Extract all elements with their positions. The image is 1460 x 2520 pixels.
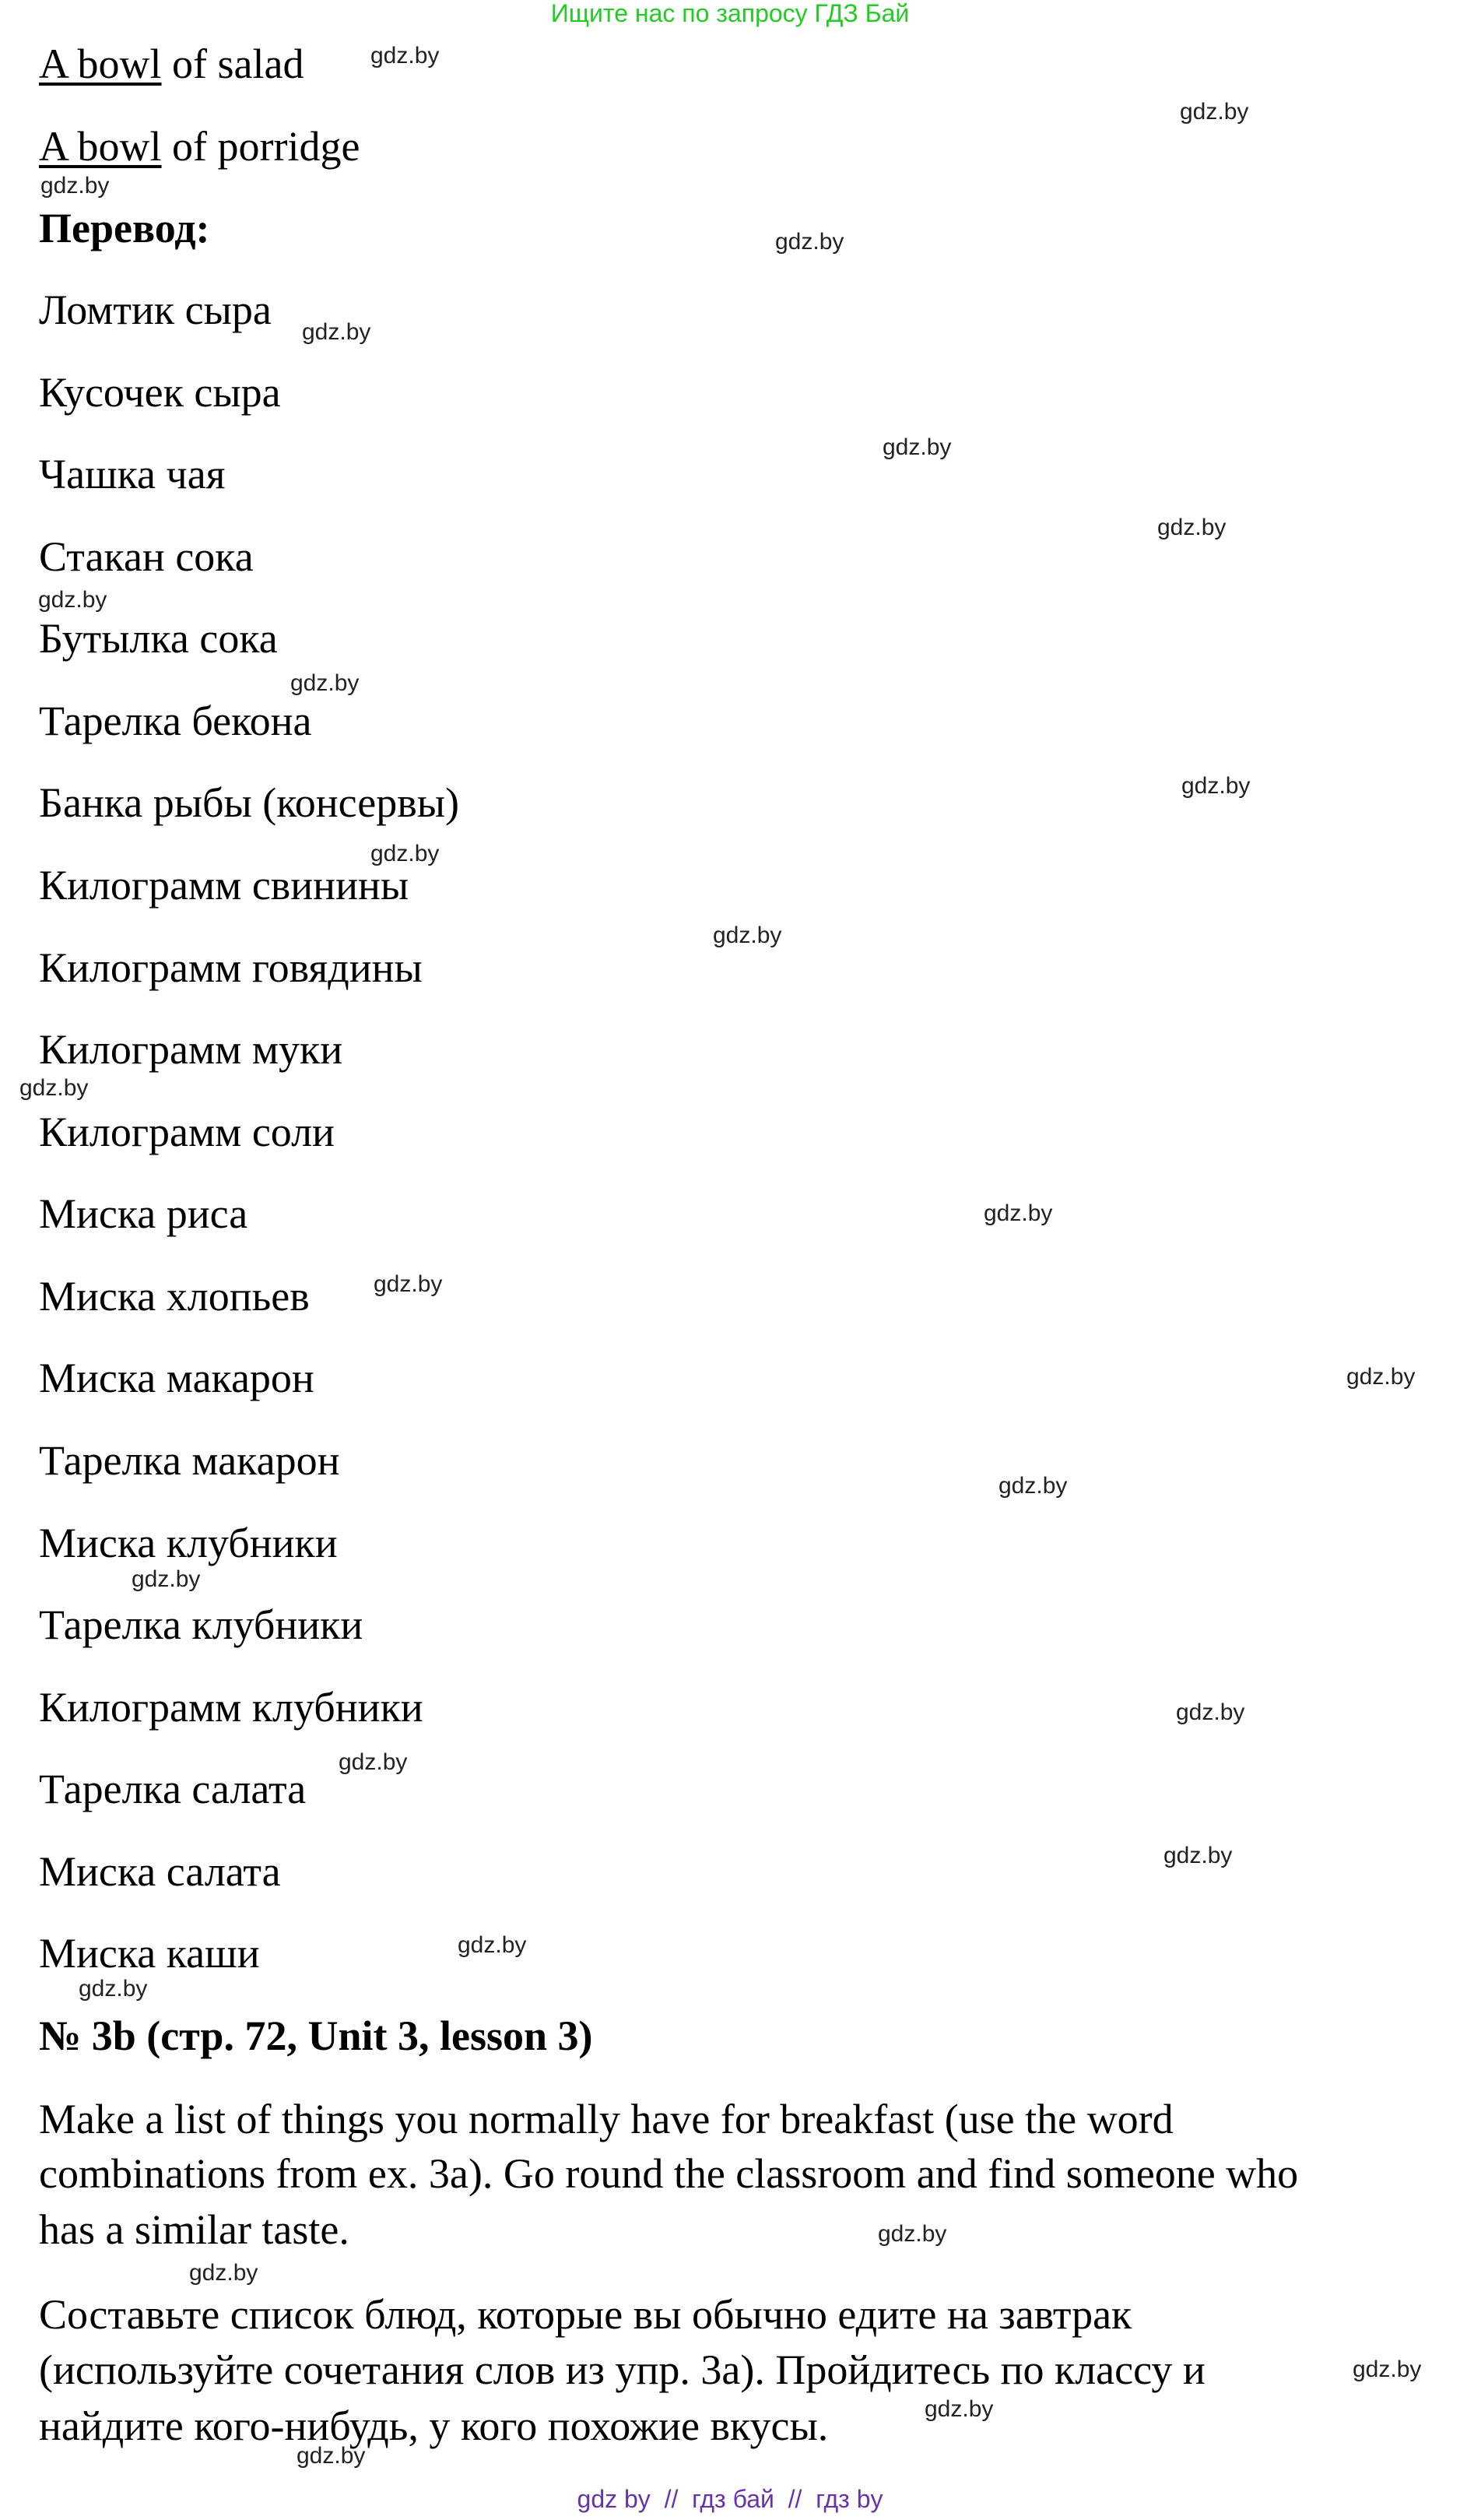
task-ru-line: Составьте список блюд, которые вы обычно едите на завтрак (39, 2291, 1132, 2338)
watermark: gdz.by (38, 587, 107, 613)
watermark: gdz.by (925, 2396, 994, 2422)
watermark: gdz.by (40, 173, 110, 199)
watermark: gdz.by (370, 841, 440, 866)
translation-item: Тарелка макарон (39, 1437, 340, 1484)
task-ru-line: (используйте сочетания слов из упр. 3а). Пройдитесь по классу и (39, 2346, 1206, 2393)
watermark: gdz.by (1157, 515, 1227, 540)
translation-item: Миска макарон (39, 1355, 314, 1401)
task-en-line: has a similar taste. (39, 2206, 349, 2253)
watermark: gdz.by (290, 670, 360, 696)
watermark: gdz.by (1353, 2357, 1422, 2382)
watermark: gdz.by (878, 2221, 947, 2247)
translation-item: Чашка чая (39, 451, 226, 497)
phrase-underlined: A bowl (39, 123, 162, 170)
watermark: gdz.by (132, 1566, 201, 1592)
phrase-line (39, 123, 360, 170)
watermark: gdz.by (458, 1932, 527, 1958)
translation-item: Тарелка клубники (39, 1601, 363, 1648)
watermark: gdz.by (1176, 1699, 1245, 1725)
task-ru-line: найдите кого-нибудь, у кого похожие вкусы. (39, 2402, 829, 2449)
translation-item: Килограмм муки (39, 1026, 343, 1073)
translation-item: Ломтик сыра (39, 286, 272, 333)
translation-item: Тарелка салата (39, 1766, 307, 1812)
watermark: gdz.by (1180, 99, 1249, 125)
watermark: gdz.by (374, 1271, 443, 1297)
translation-item: Килограмм свинины (39, 862, 409, 909)
footer-links[interactable]: gdz by // гдз бай // гдз by (577, 2485, 883, 2513)
translation-item: Миска клубники (39, 1520, 338, 1566)
watermark: gdz.by (1181, 773, 1251, 799)
phrase-rest: of porridge (161, 123, 360, 170)
watermark: gdz.by (370, 43, 440, 69)
search-hint: Ищите нас по запросу ГДЗ Бай (550, 0, 910, 27)
phrase-underlined: A bowl (39, 40, 162, 87)
watermark: gdz.by (775, 229, 844, 255)
phrase-line (39, 40, 304, 87)
task-en-line: Make a list of things you normally have for breakfast (use the word (39, 2096, 1174, 2142)
exercise-title: № 3b (стр. 72, Unit 3, lesson 3) (39, 2012, 593, 2059)
watermark: gdz.by (297, 2443, 366, 2469)
translation-item: Миска салата (39, 1848, 281, 1895)
watermark: gdz.by (339, 1749, 408, 1775)
watermark: gdz.by (79, 1976, 148, 2002)
watermark: gdz.by (189, 2260, 258, 2286)
phrase-rest: of salad (161, 40, 304, 87)
translation-item: Килограмм говядины (39, 944, 423, 991)
translation-item: Бутылка сока (39, 615, 278, 662)
translation-item: Стакан сока (39, 533, 254, 580)
translation-item: Миска хлопьев (39, 1273, 310, 1320)
watermark: gdz.by (984, 1200, 1053, 1226)
task-en-line: combinations from ex. 3a). Go round the classroom and find someone who (39, 2150, 1299, 2197)
translation-item: Банка рыбы (консервы) (39, 779, 460, 826)
watermark: gdz.by (19, 1075, 89, 1101)
watermark: gdz.by (998, 1473, 1068, 1499)
watermark: gdz.by (1346, 1364, 1416, 1390)
translation-item: Килограмм соли (39, 1109, 335, 1155)
translation-heading: Перевод: (39, 205, 210, 251)
watermark: gdz.by (713, 923, 782, 948)
translation-item: Миска риса (39, 1190, 248, 1237)
watermark: gdz.by (1163, 1843, 1233, 1868)
watermark: gdz.by (302, 319, 371, 345)
watermark: gdz.by (883, 434, 952, 460)
translation-item: Кусочек сыра (39, 369, 281, 416)
translation-item: Тарелка бекона (39, 698, 312, 744)
translation-item: Килограмм клубники (39, 1684, 423, 1731)
translation-item: Миска каши (39, 1930, 260, 1977)
